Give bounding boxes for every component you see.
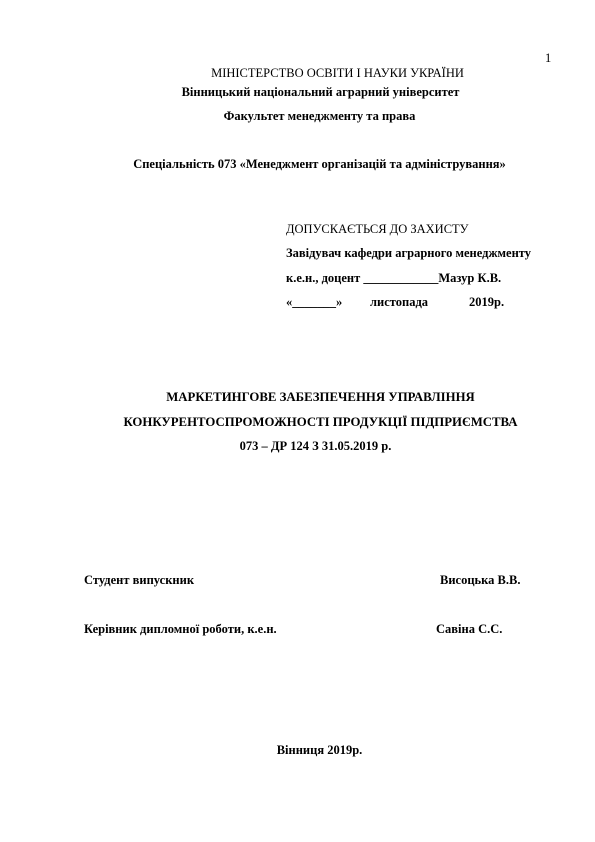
supervisor-name: Савіна С.С.	[436, 622, 503, 636]
university-name: Вінницький національний аграрний університет	[181, 85, 460, 99]
student-role: Студент випускник	[84, 573, 195, 587]
faculty-name: Факультет менеджменту та права	[223, 109, 416, 123]
thesis-title-line1: МАРКЕТИНГОВЕ ЗАБЕЗПЕЧЕННЯ УПРАВЛІННЯ	[166, 390, 475, 404]
city-year: Вінниця 2019р.	[276, 743, 363, 757]
date-month: листопада	[370, 295, 429, 309]
signature-blank: ____________	[363, 271, 439, 285]
ministry-heading: МІНІСТЕРСТВО ОСВІТИ І НАУКИ УКРАЇНИ	[211, 66, 464, 80]
date-year: 2019р.	[469, 295, 505, 309]
date-line	[286, 295, 342, 310]
department-head-position: Завідувач кафедри аграрного менеджменту	[286, 246, 532, 260]
head-name: Мазур К.В.	[438, 271, 502, 285]
page-number: 1	[545, 51, 552, 65]
date-close-quote: »	[336, 295, 343, 309]
date-blank: _______	[292, 295, 336, 309]
thesis-code: 073 – ДР 124 З 31.05.2019 р.	[239, 439, 392, 453]
specialty-line: Спеціальність 073 «Менеджмент організацій та адміністрування»	[133, 157, 506, 171]
date-open-quote: «	[286, 295, 293, 309]
supervisor-role: Керівник дипломної роботи, к.е.н.	[84, 622, 277, 636]
thesis-title-line2: КОНКУРЕНТОСПРОМОЖНОСТІ ПРОДУКЦІЇ ПІДПРИЄМСТВА	[123, 415, 518, 429]
student-name: Висоцька В.В.	[440, 573, 521, 587]
department-head-line	[286, 271, 501, 286]
admission-title: ДОПУСКАЄТЬСЯ ДО ЗАХИСТУ	[286, 222, 469, 236]
head-title-prefix: к.е.н., доцент	[286, 271, 361, 285]
